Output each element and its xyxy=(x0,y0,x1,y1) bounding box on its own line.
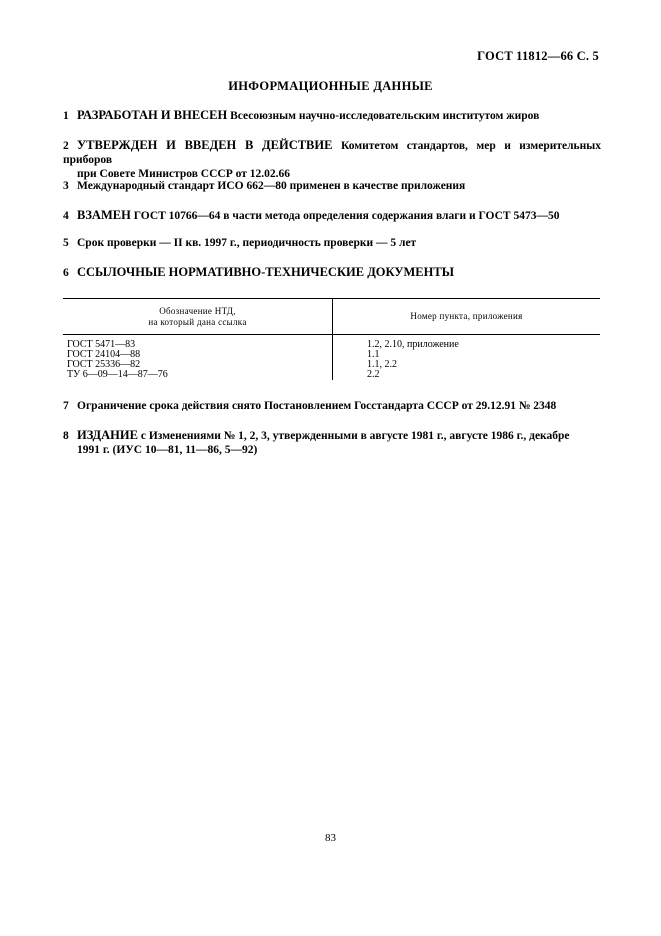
item-number: 8 xyxy=(63,430,69,442)
info-item-8 xyxy=(63,428,601,457)
info-item-6 xyxy=(63,265,601,280)
item-keyword: РАЗРАБОТАН И ВНЕСЕН xyxy=(77,108,228,122)
clause-reference: 1.2, 2.10, приложение xyxy=(367,339,459,350)
item-number: 5 xyxy=(63,237,69,249)
info-item-5 xyxy=(63,236,601,250)
ntd-cell xyxy=(63,335,333,381)
item-text: Международный стандарт ИСО 662—80 применен в качестве приложения xyxy=(77,180,466,192)
ntd-designation: ГОСТ 25336—82 xyxy=(67,359,141,370)
column-header-clause: Номер пункта, приложения xyxy=(333,299,601,335)
info-item-3 xyxy=(63,179,601,193)
item-text: с Изменениями № 1, 2, 3, утвержденными в августе 1981 г., августе 1986 г., декабре xyxy=(137,430,570,442)
info-item-4 xyxy=(63,208,601,223)
item-number: 3 xyxy=(63,180,69,192)
item-number: 1 xyxy=(63,110,69,122)
ntd-designation: ГОСТ 24104—88 xyxy=(67,349,141,360)
item-text: Комитетом стандартов, мер и измерительных приборов xyxy=(63,140,601,166)
item-keyword: УТВЕРЖДЕН И ВВЕДЕН В ДЕЙСТВИЕ xyxy=(77,138,333,152)
item-continuation: при Совете Министров СССР от 12.02.66 xyxy=(77,168,290,180)
item-continuation: 1991 г. (ИУС 10—81, 11—86, 5—92) xyxy=(77,444,258,456)
document-reference: ГОСТ 11812—66 С. 5 xyxy=(477,49,599,63)
ntd-designation: ГОСТ 5471—83 xyxy=(67,339,136,350)
item-keyword: ИЗДАНИЕ xyxy=(77,428,138,442)
item-text: Срок проверки — II кв. 1997 г., периодичность проверки — 5 лет xyxy=(77,237,417,249)
info-item-2 xyxy=(63,138,601,181)
info-item-1 xyxy=(63,108,601,123)
item-text: ГОСТ 10766—64 в части метода определения содержания влаги и ГОСТ 5473—50 xyxy=(130,210,560,222)
table-body-row xyxy=(63,335,600,381)
clause-reference: 2.2 xyxy=(367,369,380,380)
column-header-ntd-line1: Обозначение НТД, xyxy=(159,306,236,316)
item-text: Всесоюзным научно-исследовательским институтом жиров xyxy=(227,110,540,122)
column-header-ntd-line2: на который дана ссылка xyxy=(148,316,247,327)
item-number: 7 xyxy=(63,400,69,412)
page-number: 83 xyxy=(325,832,336,844)
column-header-ntd xyxy=(63,299,333,335)
clause-cell xyxy=(333,335,601,381)
info-item-7 xyxy=(63,399,601,413)
reference-documents-table xyxy=(63,298,600,380)
item-number: 6 xyxy=(63,267,69,279)
item-keyword: ВЗАМЕН xyxy=(77,208,131,222)
item-text: Ограничение срока действия снято Постановлением Госстандарта СССР от 29.12.91 № 2348 xyxy=(77,400,557,412)
item-keyword: ССЫЛОЧНЫЕ НОРМАТИВНО-ТЕХНИЧЕСКИЕ ДОКУМЕНТЫ xyxy=(77,265,454,279)
table-header-row xyxy=(63,299,600,335)
item-number: 4 xyxy=(63,210,69,222)
item-number: 2 xyxy=(63,140,69,152)
ntd-designation: ТУ 6—09—14—87—76 xyxy=(67,369,168,380)
clause-reference: 1.1, 2.2 xyxy=(367,359,397,370)
clause-reference: 1.1 xyxy=(367,349,380,360)
page-title: ИНФОРМАЦИОННЫЕ ДАННЫЕ xyxy=(228,79,433,93)
